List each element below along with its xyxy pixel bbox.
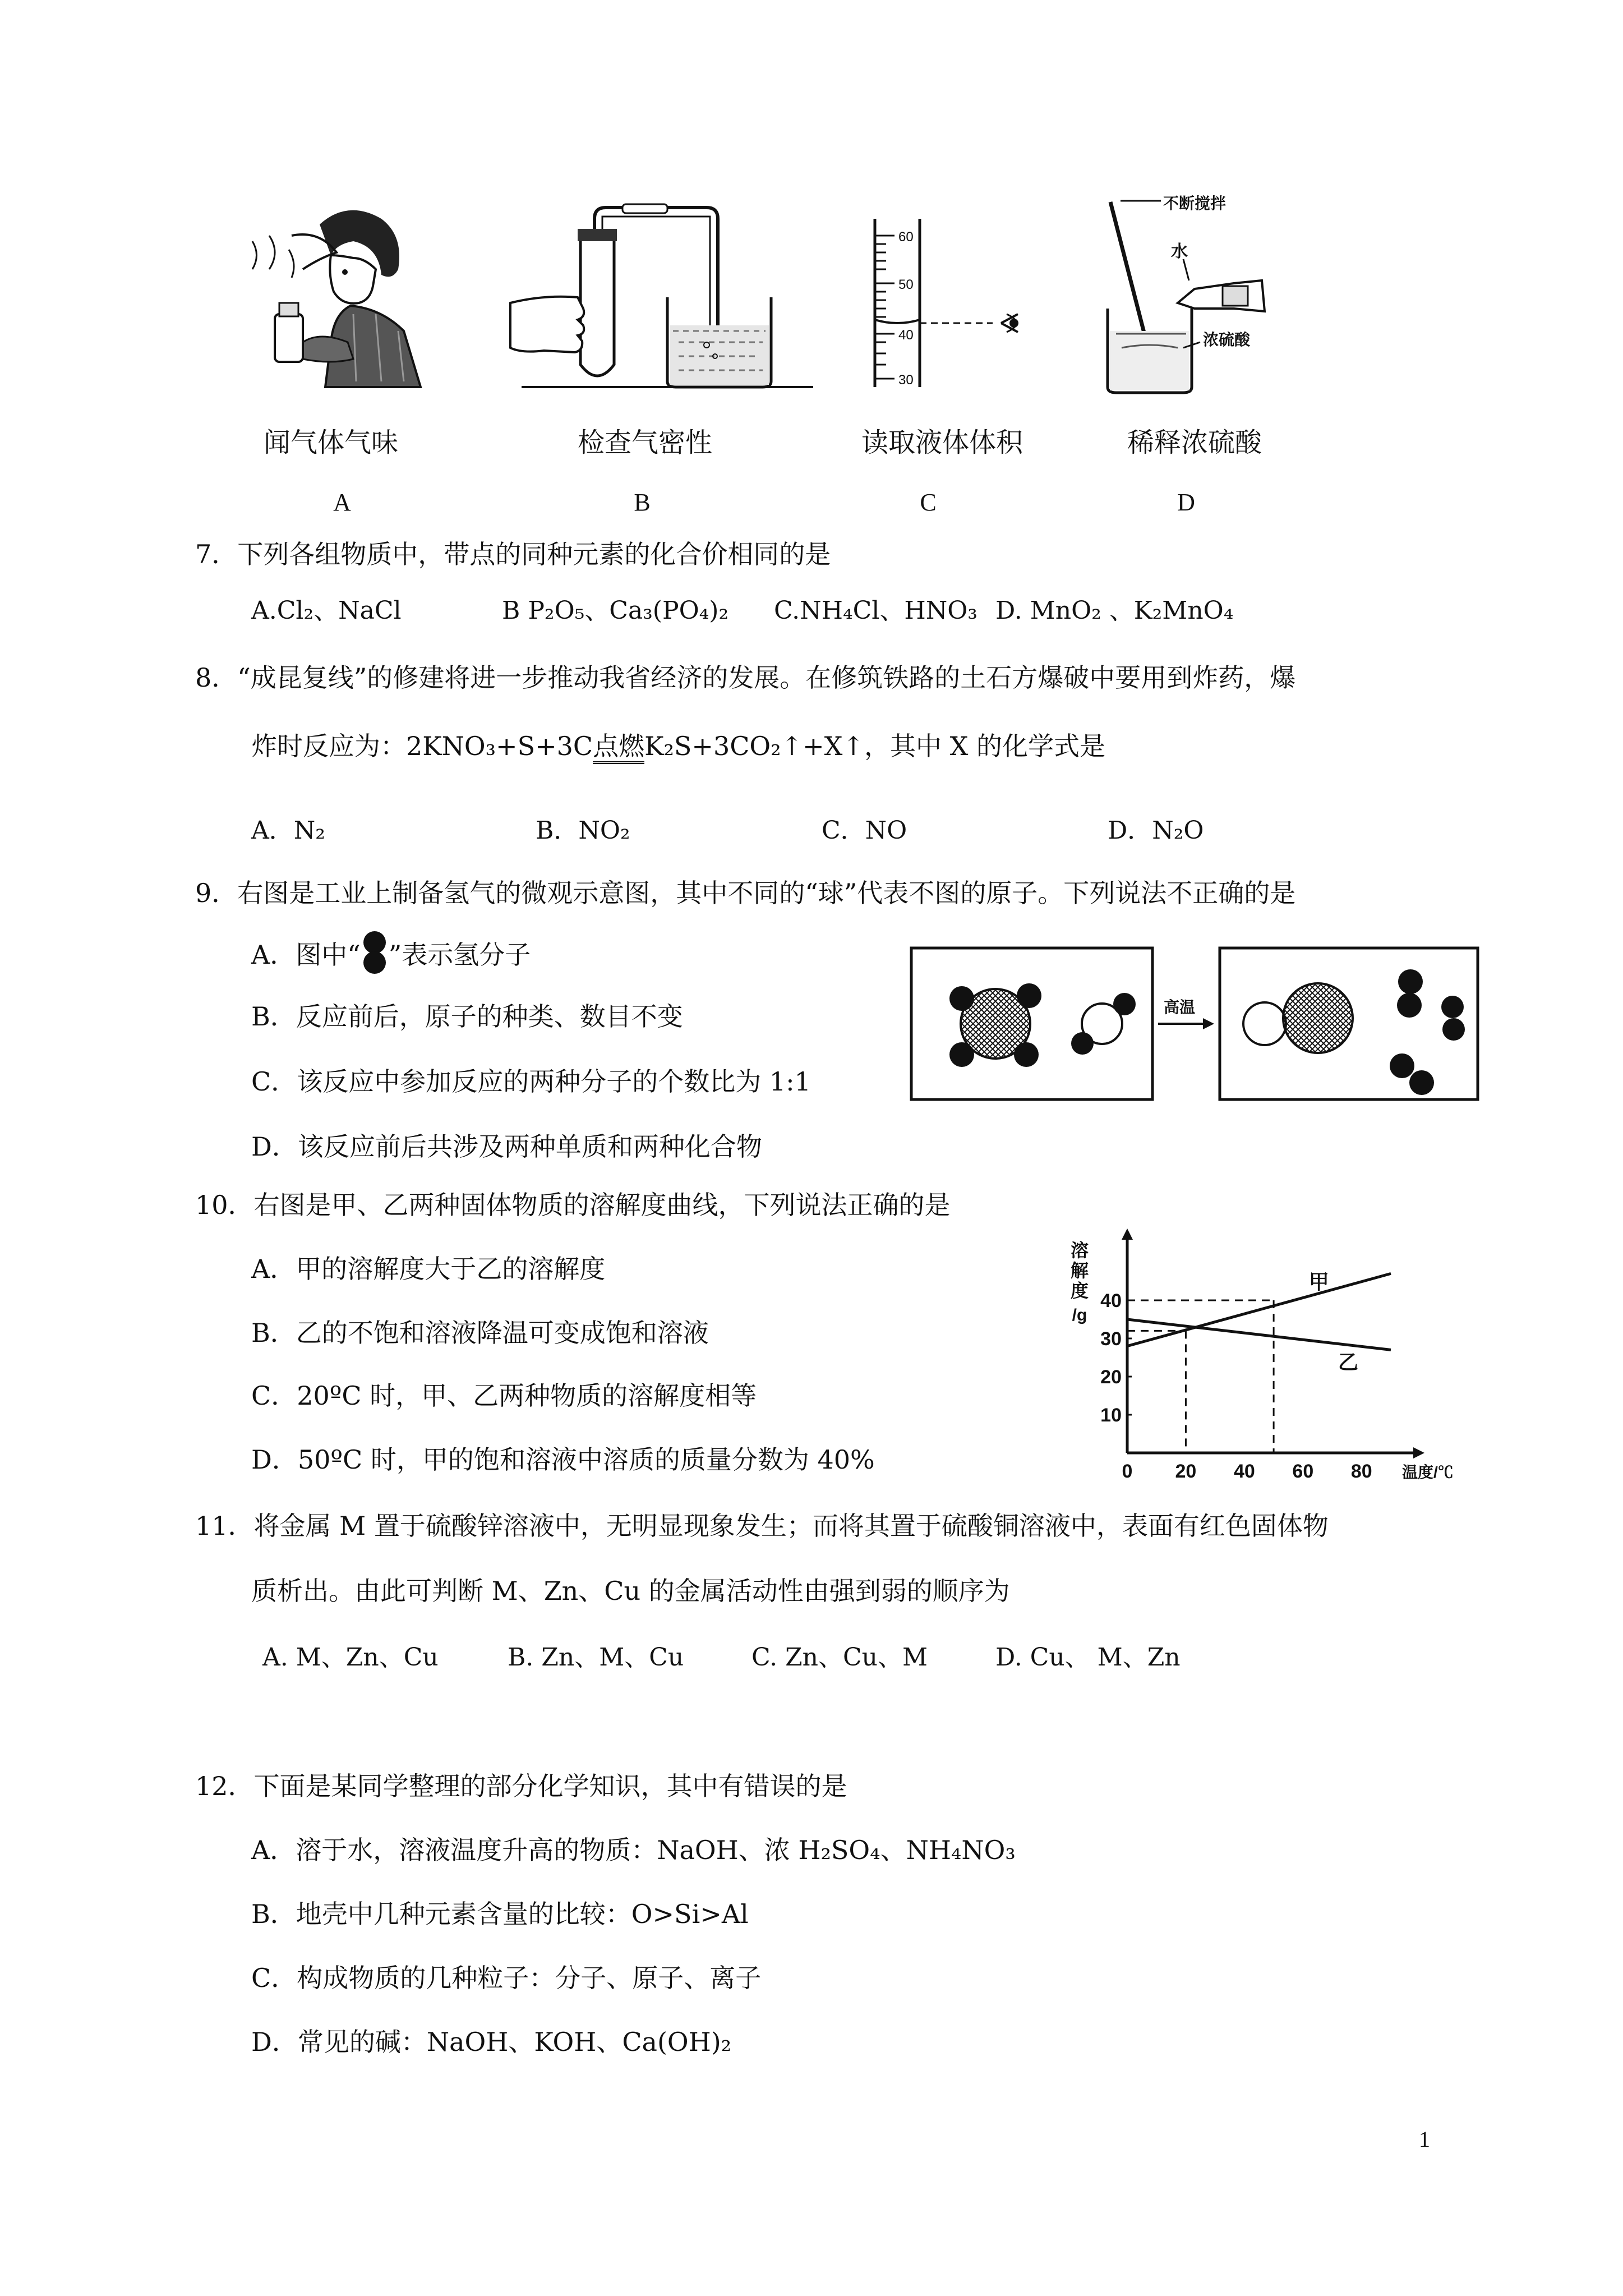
q12-option-a: A．溶于水，溶液温度升高的物质：NaOH、浓 H₂SO₄、NH₄NO₃ xyxy=(251,1835,1016,1865)
q8-equation-right: K₂S+3CO₂↑+X↑，其中 X 的化学式是 xyxy=(644,731,1105,761)
q7-option-c: C.NH₄Cl、HNO₃ xyxy=(774,596,978,625)
arrow-label: 高温 xyxy=(1164,999,1196,1016)
q10-stem: 10．右图是甲、乙两种固体物质的溶解度曲线，下列说法正确的是 xyxy=(195,1190,951,1220)
q11-line2: 质析出。由此可判断 M、Zn、Cu 的金属活动性由强到弱的顺序为 xyxy=(251,1576,1010,1606)
y-axis-unit: /g xyxy=(1072,1306,1087,1324)
caption-b: 检查气密性 xyxy=(577,427,712,458)
q7-stem: 7．下列各组物质中，带点的同种元素的化合价相同的是 xyxy=(195,539,831,569)
q8-option-b: B．NO₂ xyxy=(536,816,630,845)
q12-option-c: C．构成物质的几种粒子：分子、原子、离子 xyxy=(251,1963,762,1993)
x-tick-label: 40 xyxy=(1233,1461,1255,1482)
y-axis-label: 解 xyxy=(1070,1260,1089,1281)
x-tick-label: 20 xyxy=(1175,1461,1197,1482)
q9-option-a-pre: A．图中“ xyxy=(251,940,361,970)
x-tick-label: 80 xyxy=(1350,1461,1372,1482)
y-tick-label: 10 xyxy=(1100,1405,1122,1426)
q11-line1: 11．将金属 M 置于硫酸锌溶液中，无明显现象发生；而将其置于硫酸铜溶液中，表面有红色固体物 xyxy=(195,1511,1329,1541)
x-axis-arrow xyxy=(1413,1447,1424,1458)
q12-stem: 12．下面是某同学整理的部分化学知识，其中有错误的是 xyxy=(195,1771,847,1801)
cyl-tick-50: 50 xyxy=(898,277,914,292)
hydrogen-molecule-icon xyxy=(361,940,389,974)
caption-d: 稀释浓硫酸 xyxy=(1127,427,1262,458)
solubility-chart xyxy=(1060,1228,1454,1498)
q11-option-d: D. Cu、 M、Zn xyxy=(995,1643,1181,1672)
q9-option-a-post: ”表示氢分子 xyxy=(388,940,531,970)
series-label-1: 甲 xyxy=(1308,1270,1329,1294)
figure-dilute-acid xyxy=(1094,196,1295,398)
q10-option-a: A．甲的溶解度大于乙的溶解度 xyxy=(251,1254,606,1284)
y-axis-label: 度 xyxy=(1070,1281,1089,1301)
letter-a: A xyxy=(333,489,351,516)
letter-b: B xyxy=(634,489,651,516)
q9-stem: 9．右图是工业上制备氢气的微观示意图，其中不同的“球”代表不图的原子。下列说法不正确的是 xyxy=(195,878,1296,908)
cyl-tick-40: 40 xyxy=(898,328,914,343)
label-stir: 不断搅拌 xyxy=(1163,195,1227,212)
q7-option-a: A.Cl₂、NaCl xyxy=(251,596,402,625)
cyl-tick-30: 30 xyxy=(898,372,914,388)
q11-option-b: B. Zn、M、Cu xyxy=(508,1643,684,1672)
q8-condition: 点燃 xyxy=(593,731,644,764)
q9-option-b: B．反应前后，原子的种类、数目不变 xyxy=(251,1001,683,1032)
q9-option-c: C．该反应中参加反应的两种分子的个数比为 1:1 xyxy=(251,1066,811,1097)
figure-read-volume xyxy=(864,219,1054,393)
cyl-tick-60: 60 xyxy=(898,229,914,245)
q8-line2 xyxy=(251,729,1105,763)
q8-option-c: C．NO xyxy=(822,816,907,845)
methane-molecule xyxy=(949,983,1041,1067)
q12-option-b: B．地壳中几种元素含量的比较：O>Si>Al xyxy=(251,1899,749,1929)
reaction-diagram xyxy=(909,942,1481,1111)
q9-option-a xyxy=(251,938,531,974)
y-tick-label: 40 xyxy=(1100,1290,1122,1312)
q9-option-d: D．该反应前后共涉及两种单质和两种化合物 xyxy=(251,1131,762,1162)
x-tick-label: 60 xyxy=(1292,1461,1314,1482)
q7-option-d: D. MnO₂ 、K₂MnO₄ xyxy=(995,596,1234,625)
y-axis-arrow xyxy=(1122,1228,1133,1240)
figure-smell-gas xyxy=(236,202,437,393)
x-tick-label: 0 xyxy=(1122,1461,1133,1482)
caption-c: 读取液体体积 xyxy=(861,427,1023,458)
q11-option-a: A. M、Zn、Cu xyxy=(262,1643,439,1672)
q7-option-b: B P₂O₅、Ca₃(PO₄)₂ xyxy=(502,596,729,625)
letter-c: C xyxy=(920,489,937,516)
y-axis-label: 溶 xyxy=(1070,1240,1089,1260)
label-conc-acid: 浓硫酸 xyxy=(1203,331,1251,348)
q10-option-c: C．20ºC 时，甲、乙两种物质的溶解度相等 xyxy=(251,1381,757,1411)
q8-equation-left: 炸时反应为：2KNO₃+S+3C xyxy=(251,731,593,761)
label-water: 水 xyxy=(1171,242,1188,261)
x-axis-label: 温度/℃ xyxy=(1402,1464,1454,1481)
page-number: 1 xyxy=(1419,2127,1430,2152)
letter-d: D xyxy=(1177,489,1195,516)
q10-option-b: B．乙的不饱和溶液降温可变成饱和溶液 xyxy=(251,1318,709,1348)
series-label-2: 乙 xyxy=(1338,1350,1359,1374)
q8-line1: 8．“成昆复线”的修建将进一步推动我省经济的发展。在修筑铁路的土石方爆破中要用到炸药，爆 xyxy=(195,662,1296,693)
q8-option-d: D．N₂O xyxy=(1108,816,1204,845)
figure-airtight-check xyxy=(510,196,824,393)
y-tick-label: 20 xyxy=(1100,1366,1122,1388)
q10-option-d: D．50ºC 时，甲的饱和溶液中溶质的质量分数为 40% xyxy=(251,1444,875,1475)
caption-a: 闻气体气味 xyxy=(263,427,398,458)
q8-option-a: A．N₂ xyxy=(251,816,325,845)
q12-option-d: D．常见的碱：NaOH、KOH、Ca(OH)₂ xyxy=(251,2027,732,2057)
y-tick-label: 30 xyxy=(1100,1328,1122,1350)
q11-option-c: C. Zn、Cu、M xyxy=(751,1643,928,1672)
